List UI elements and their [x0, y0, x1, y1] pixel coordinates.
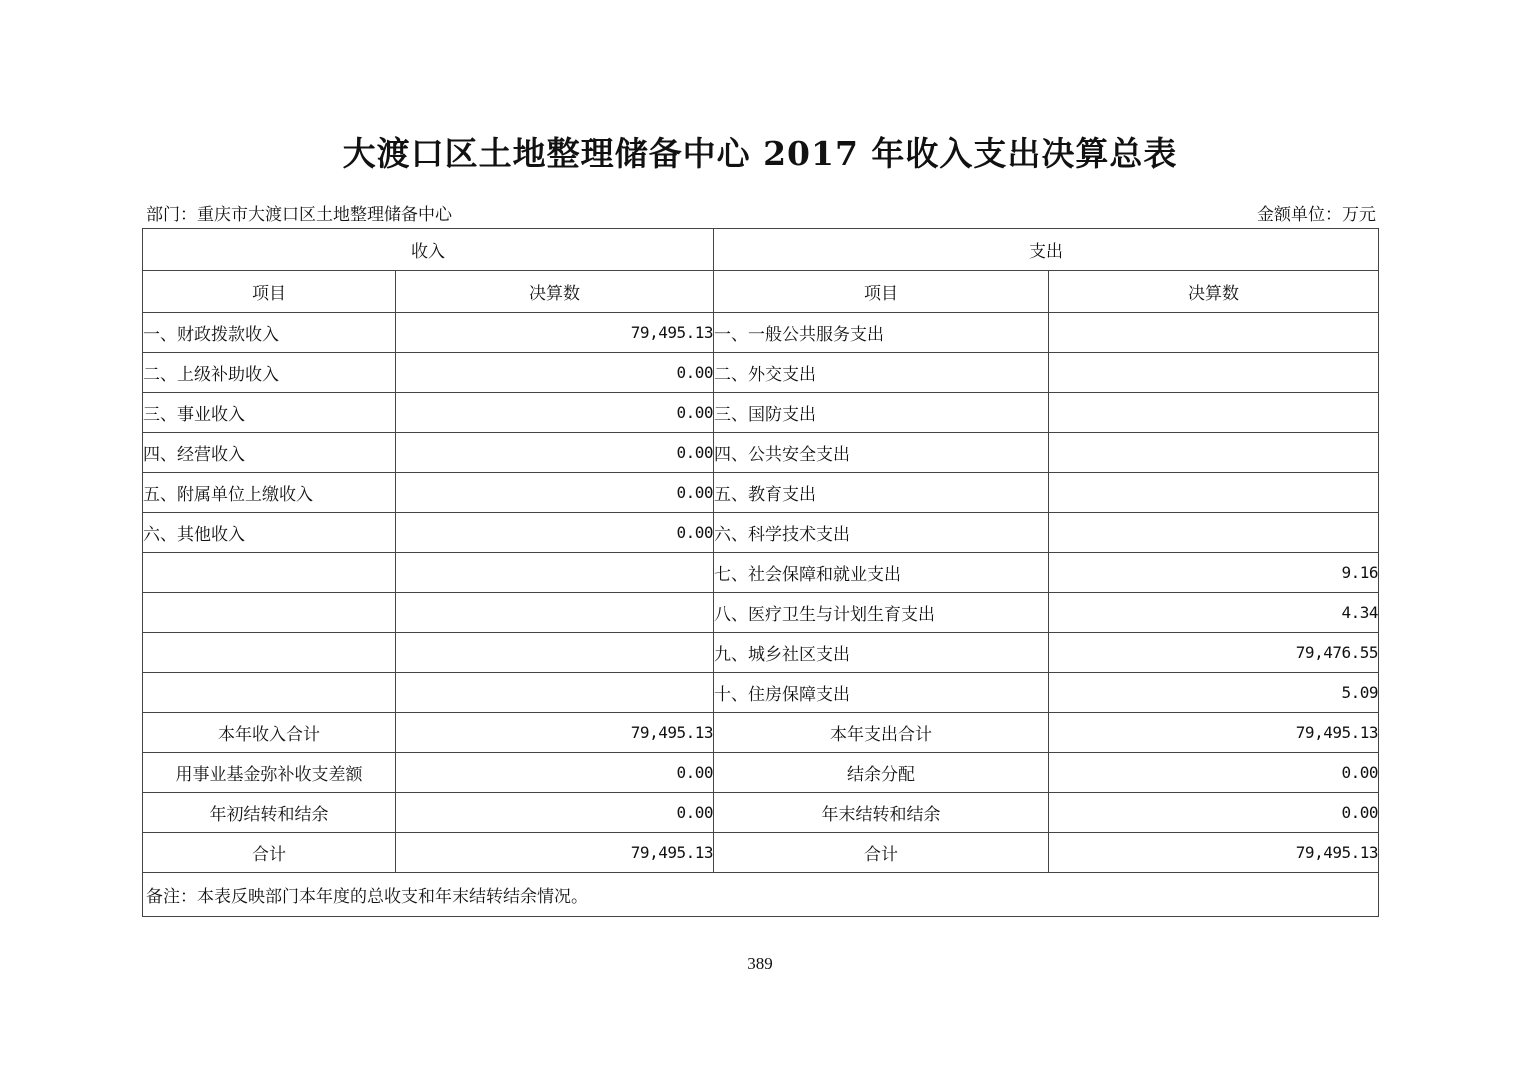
expense-item: 十、住房保障支出: [714, 673, 1049, 713]
income-amount: [396, 633, 714, 673]
income-amount: 0.00: [396, 353, 714, 393]
expense-amount: [1049, 313, 1379, 353]
income-summary-amount: 0.00: [396, 753, 714, 793]
income-amount: [396, 593, 714, 633]
income-amount: 0.00: [396, 433, 714, 473]
income-item: [143, 633, 396, 673]
expense-summary-item: 年末结转和结余: [714, 793, 1049, 833]
summary-row: [143, 793, 1379, 833]
income-item: 五、附属单位上缴收入: [143, 473, 396, 513]
income-summary-item: 用事业基金弥补收支差额: [143, 753, 396, 793]
summary-row: [143, 833, 1379, 873]
table-row: [143, 513, 1379, 553]
income-summary-item: 合计: [143, 833, 396, 873]
table-row: [143, 353, 1379, 393]
expense-item: 三、国防支出: [714, 393, 1049, 433]
summary-row: [143, 753, 1379, 793]
expense-item: 七、社会保障和就业支出: [714, 553, 1049, 593]
income-amount: [396, 673, 714, 713]
income-summary-item: 本年收入合计: [143, 713, 396, 753]
expense-item: 九、城乡社区支出: [714, 633, 1049, 673]
expense-item: 一、一般公共服务支出: [714, 313, 1049, 353]
expense-amount-header: 决算数: [1049, 271, 1379, 313]
income-item: 二、上级补助收入: [143, 353, 396, 393]
income-amount-header: 决算数: [396, 271, 714, 313]
table-row: [143, 673, 1379, 713]
income-item-header: 项目: [143, 271, 396, 313]
expense-item: 五、教育支出: [714, 473, 1049, 513]
table-note: 备注：本表反映部门本年度的总收支和年末结转结余情况。: [143, 873, 1379, 917]
budget-summary-table: [142, 228, 1379, 917]
expense-item-header: 项目: [714, 271, 1049, 313]
expense-summary-amount: 0.00: [1049, 793, 1379, 833]
income-header: 收入: [143, 229, 714, 271]
table-row: [143, 433, 1379, 473]
income-item: [143, 553, 396, 593]
income-summary-amount: 79,495.13: [396, 833, 714, 873]
income-summary-amount: 79,495.13: [396, 713, 714, 753]
income-amount: 79,495.13: [396, 313, 714, 353]
expense-item: 八、医疗卫生与计划生育支出: [714, 593, 1049, 633]
income-amount: [396, 553, 714, 593]
expense-item: 四、公共安全支出: [714, 433, 1049, 473]
page-title: 大渡口区土地整理储备中心 2017 年收入支出决算总表: [342, 134, 1178, 173]
expense-summary-amount: 79,495.13: [1049, 713, 1379, 753]
expense-amount: [1049, 473, 1379, 513]
table-row: [143, 473, 1379, 513]
expense-item: 二、外交支出: [714, 353, 1049, 393]
note-row: [143, 873, 1379, 917]
expense-summary-amount: 79,495.13: [1049, 833, 1379, 873]
income-amount: 0.00: [396, 393, 714, 433]
expense-summary-item: 结余分配: [714, 753, 1049, 793]
income-item: 四、经营收入: [143, 433, 396, 473]
expense-summary-item: 本年支出合计: [714, 713, 1049, 753]
income-item: 六、其他收入: [143, 513, 396, 553]
table-row: [143, 633, 1379, 673]
income-item: [143, 593, 396, 633]
table-row: [143, 313, 1379, 353]
table-row: [143, 593, 1379, 633]
income-item: 一、财政拨款收入: [143, 313, 396, 353]
table-row: [143, 553, 1379, 593]
expense-amount: [1049, 513, 1379, 553]
expense-amount: 4.34: [1049, 593, 1379, 633]
unit-label: 金额单位：万元: [1257, 205, 1376, 225]
expense-amount: 5.09: [1049, 673, 1379, 713]
expense-item: 六、科学技术支出: [714, 513, 1049, 553]
expense-summary-amount: 0.00: [1049, 753, 1379, 793]
expense-header: 支出: [714, 229, 1379, 271]
income-summary-item: 年初结转和结余: [143, 793, 396, 833]
department-label: 部门：重庆市大渡口区土地整理储备中心: [146, 205, 452, 225]
column-header-row: [143, 271, 1379, 313]
income-amount: 0.00: [396, 473, 714, 513]
expense-amount: [1049, 353, 1379, 393]
page-number: 389: [747, 954, 773, 973]
income-item: 三、事业收入: [143, 393, 396, 433]
expense-amount: [1049, 393, 1379, 433]
section-header-row: [143, 229, 1379, 271]
expense-amount: 79,476.55: [1049, 633, 1379, 673]
expense-summary-item: 合计: [714, 833, 1049, 873]
expense-amount: 9.16: [1049, 553, 1379, 593]
expense-amount: [1049, 433, 1379, 473]
income-summary-amount: 0.00: [396, 793, 714, 833]
summary-row: [143, 713, 1379, 753]
income-item: [143, 673, 396, 713]
income-amount: 0.00: [396, 513, 714, 553]
table-row: [143, 393, 1379, 433]
